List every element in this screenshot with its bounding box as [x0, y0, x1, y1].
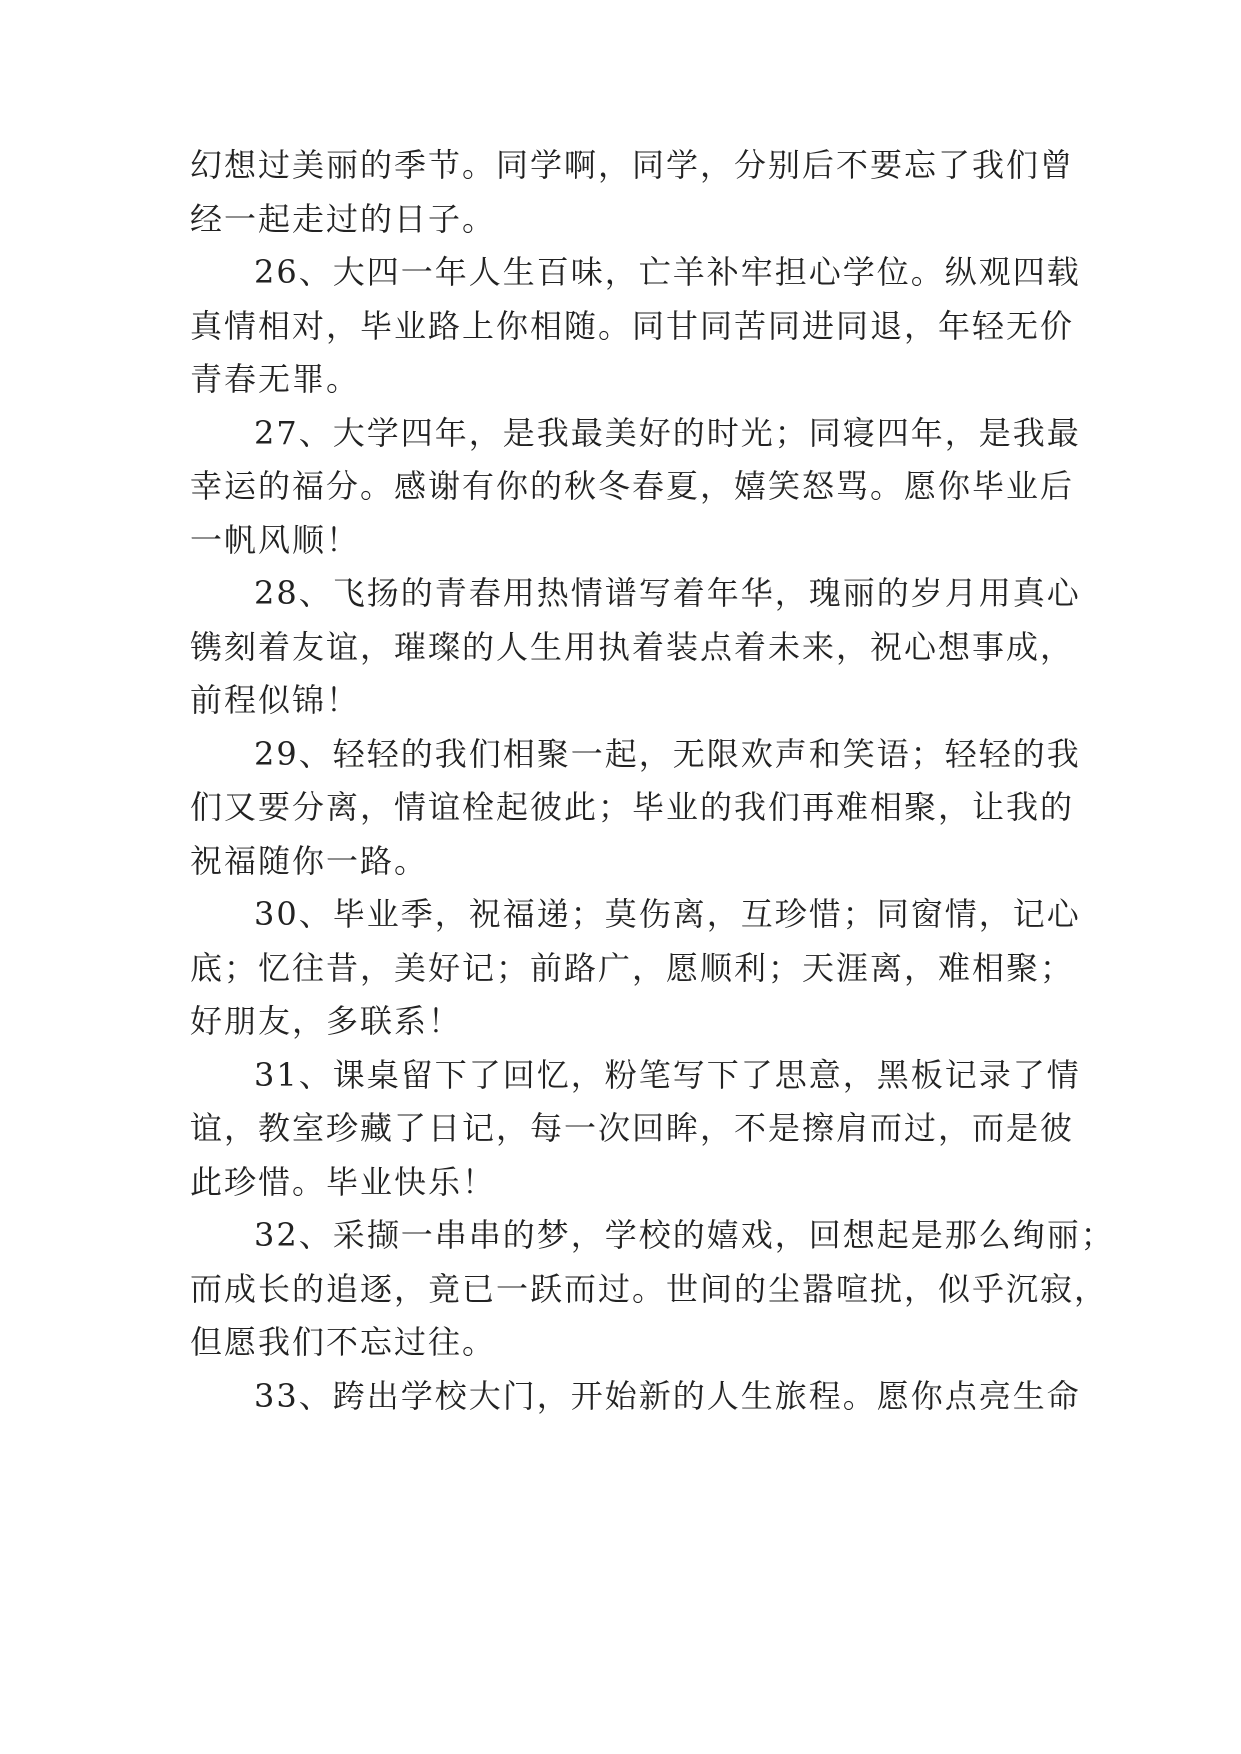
text-line: 前程似锦！ — [190, 681, 361, 719]
text-line: 祝福随你一路。 — [190, 842, 429, 880]
text-line: 经一起走过的日子。 — [190, 200, 497, 238]
text-line: 幸运的福分。感谢有你的秋冬春夏，嬉笑怒骂。愿你毕业后 — [190, 467, 1075, 505]
text-line: 但愿我们不忘过往。 — [190, 1323, 497, 1361]
text-line: 好朋友，多联系！ — [190, 1002, 463, 1040]
text-line: 而成长的追逐，竟已一跃而过。世间的尘嚣喧扰，似乎沉寂， — [190, 1270, 1109, 1308]
item-28-line-1: 28、飞扬的青春用热情谱写着年华，瑰丽的岁月用真心 — [254, 574, 1081, 612]
text-line: 底；忆往昔，美好记；前路广，愿顺利；天涯离，难相聚； — [190, 949, 1075, 987]
item-30-line-1: 30、毕业季，祝福递；莫伤离，互珍惜；同窗情，记心 — [254, 895, 1081, 933]
text-line: 此珍惜。毕业快乐！ — [190, 1163, 497, 1201]
item-32-line-1: 32、采撷一串串的梦，学校的嬉戏，回想起是那么绚丽； — [254, 1216, 1115, 1254]
item-33-line-1: 33、跨出学校大门，开始新的人生旅程。愿你点亮生命 — [254, 1377, 1081, 1415]
text-line: 镌刻着友谊，璀璨的人生用执着装点着未来，祝心想事成， — [190, 628, 1075, 666]
text-line: 一帆风顺！ — [190, 521, 361, 559]
item-27-line-1: 27、大学四年，是我最美好的时光；同寝四年，是我最 — [254, 414, 1081, 452]
text-line: 幻想过美丽的季节。同学啊，同学，分别后不要忘了我们曾 — [190, 146, 1075, 184]
item-26-line-1: 26、大四一年人生百味，亡羊补牢担心学位。纵观四载 — [254, 253, 1081, 291]
item-29-line-1: 29、轻轻的我们相聚一起，无限欢声和笑语；轻轻的我 — [254, 735, 1081, 773]
text-line: 谊，教室珍藏了日记，每一次回眸，不是擦肩而过，而是彼 — [190, 1109, 1075, 1147]
text-line: 真情相对，毕业路上你相随。同甘同苦同进同退，年轻无价 — [190, 307, 1075, 345]
text-line: 青春无罪。 — [190, 360, 361, 398]
text-line: 们又要分离，情谊栓起彼此；毕业的我们再难相聚，让我的 — [190, 788, 1075, 826]
item-31-line-1: 31、课桌留下了回忆，粉笔写下了思意，黑板记录了情 — [254, 1056, 1081, 1094]
